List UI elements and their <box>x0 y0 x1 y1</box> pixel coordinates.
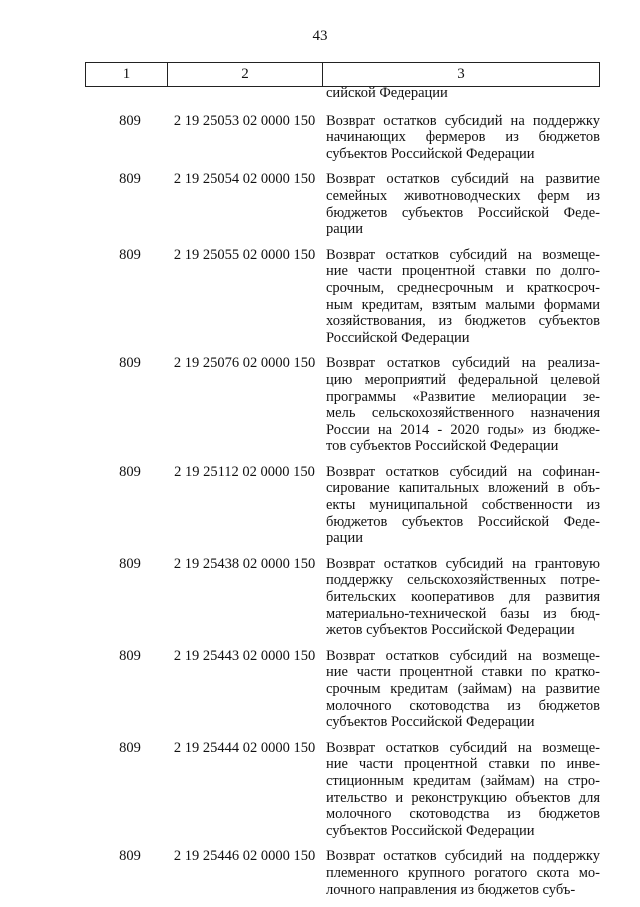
description-line: программы «Развитие мелиорации зе- <box>326 388 600 405</box>
description-line: Возврат остатков субсидий на возмеще- <box>326 647 600 664</box>
budget-code: 2 19 25112 02 0000 150 <box>174 463 315 480</box>
description-line: Возврат остатков субсидий на грантовую <box>326 555 600 572</box>
description-line: бюджетов субъектов Российской Феде- <box>326 204 600 221</box>
description-line: Возврат остатков субсидий на софинан- <box>326 463 600 480</box>
description-line: молочного скотоводства из бюджетов <box>326 806 600 823</box>
admin-code: 809 <box>119 355 141 372</box>
row-description <box>322 355 600 455</box>
description-line: Возврат остатков субсидий на поддержку <box>326 848 600 865</box>
description-line: Возврат остатков субсидий на возмеще- <box>326 739 600 756</box>
description-line: бительских кооперативов для развития <box>326 589 600 606</box>
table-row <box>85 171 600 237</box>
table-row <box>85 464 600 547</box>
description-line: субъектов Российской Федерации <box>326 145 535 162</box>
budget-code: 2 19 25053 02 0000 150 <box>173 112 316 129</box>
budget-classification-table <box>85 85 600 907</box>
table-header <box>85 62 600 87</box>
table-row <box>85 648 600 731</box>
description-line: Возврат остатков субсидий на возмеще- <box>326 246 600 263</box>
description-line: цию мероприятий федеральной целевой <box>326 371 600 388</box>
row-description <box>322 556 600 639</box>
description-line: Российской Федерации <box>326 329 470 346</box>
description-line: жетов субъектов Российской Федерации <box>326 622 575 639</box>
admin-code: 809 <box>119 848 141 865</box>
description-line: мель сельскохозяйственного назначения <box>326 405 600 422</box>
description-line: Возврат остатков субсидий на реализа- <box>326 355 600 372</box>
budget-code: 2 19 25443 02 0000 150 <box>173 647 316 664</box>
description-line: семейных животноводческих ферм из <box>326 187 600 204</box>
admin-code: 809 <box>119 739 141 756</box>
header-col-2: 2 <box>167 63 322 86</box>
header-col-1: 1 <box>85 63 167 86</box>
table-row <box>85 247 600 347</box>
description-line: ным кредитам, взятым малыми формами <box>326 296 600 313</box>
description-line: екты муниципальной собственности из <box>326 497 600 514</box>
description-line: стиционным кредитам (займам) на стро- <box>326 772 600 789</box>
budget-code: 2 19 25055 02 0000 150 <box>173 246 316 263</box>
table-row <box>85 740 600 840</box>
budget-code: 2 19 25054 02 0000 150 <box>173 171 316 188</box>
description-line: племенного крупного рогатого скота мо- <box>326 864 600 881</box>
row-description <box>322 85 600 102</box>
page-number: 43 <box>312 28 328 44</box>
row-description <box>322 848 600 898</box>
admin-code: 809 <box>119 112 141 129</box>
description-line: ительство и реконструкцию объектов для <box>326 789 600 806</box>
admin-code: 809 <box>119 171 141 188</box>
description-line: рации <box>326 530 363 547</box>
row-description <box>322 648 600 731</box>
description-line: срочным, среднесрочным и краткосроч- <box>326 279 600 296</box>
budget-code: 2 19 25444 02 0000 150 <box>173 739 316 756</box>
row-description <box>322 113 600 163</box>
description-line: молочного скотоводства из бюджетов <box>326 697 600 714</box>
row-description <box>322 740 600 840</box>
description-line: Возврат остатков субсидий на поддержку <box>326 112 600 129</box>
table-row <box>85 848 600 898</box>
description-line: лочного направления из бюджетов субъ- <box>326 881 576 898</box>
description-line: ние части процентной ставки по долго- <box>326 263 600 280</box>
description-line: ние части процентной ставки по кратко- <box>326 664 600 681</box>
description-line: Возврат остатков субсидий на развитие <box>326 171 600 188</box>
table-row <box>85 113 600 163</box>
description-line: срочным кредитам (займам) на развитие <box>326 681 600 697</box>
row-description <box>322 171 600 237</box>
description-line: тов субъектов Российской Федерации <box>326 438 559 455</box>
description-line: материально-технической базы из бюд- <box>326 605 600 622</box>
table-row <box>85 355 600 455</box>
description-line: субъектов Российской Федерации <box>326 822 535 839</box>
description-line: начинающих фермеров из бюджетов <box>326 129 600 146</box>
description-line: ние части процентной ставки по инве- <box>326 756 600 773</box>
continuation-row <box>85 85 600 102</box>
budget-code: 2 19 25076 02 0000 150 <box>173 355 316 372</box>
admin-code: 809 <box>119 463 141 480</box>
description-line: сирование капитальных вложений в объ- <box>326 480 600 497</box>
row-description <box>322 464 600 547</box>
admin-code: 809 <box>119 647 141 664</box>
description-line: сийской Федерации <box>326 85 448 101</box>
description-line: хозяйствования, из бюджетов субъектов <box>326 313 600 330</box>
description-line: бюджетов субъектов Российской Феде- <box>326 513 600 530</box>
description-line: субъектов Российской Федерации <box>326 714 535 731</box>
budget-code: 2 19 25446 02 0000 150 <box>173 848 316 865</box>
admin-code: 809 <box>119 555 141 572</box>
description-line: поддержку сельскохозяйственных потре- <box>326 572 600 589</box>
description-line: рации <box>326 221 363 238</box>
row-description <box>322 247 600 347</box>
description-line: России на 2014 - 2020 годы» из бюдже- <box>326 421 600 438</box>
admin-code: 809 <box>119 246 141 263</box>
table-row <box>85 556 600 639</box>
header-col-3: 3 <box>322 63 600 86</box>
budget-code: 2 19 25438 02 0000 150 <box>173 555 316 572</box>
